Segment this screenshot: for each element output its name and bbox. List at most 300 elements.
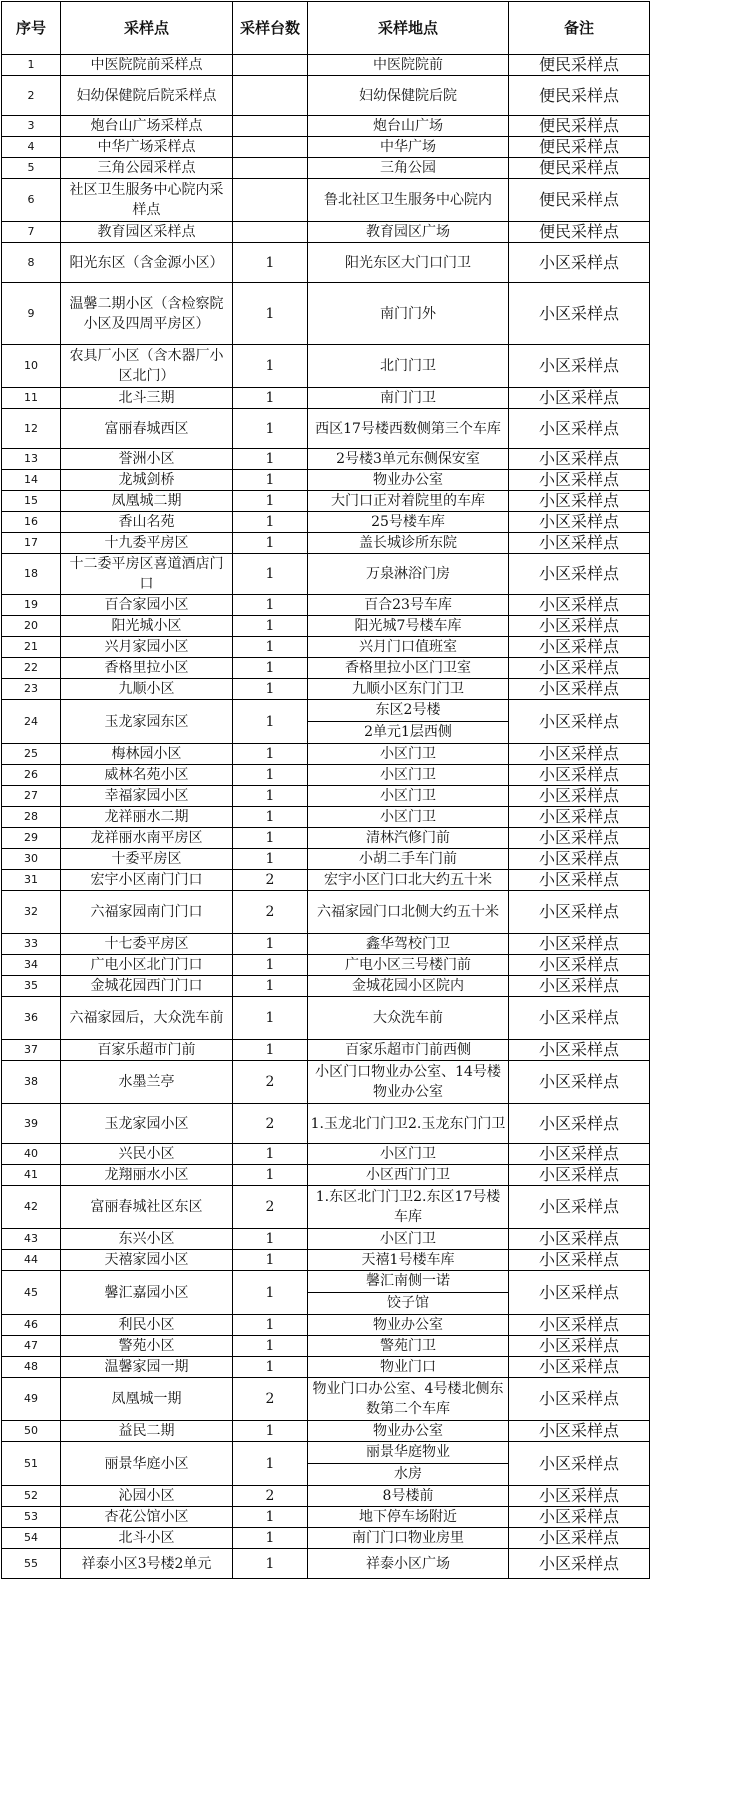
row-serial: 31 — [2, 870, 61, 891]
row-serial: 11 — [2, 388, 61, 409]
row-remark: 小区采样点 — [509, 997, 650, 1040]
row-remark: 小区采样点 — [509, 1336, 650, 1357]
row-remark: 小区采样点 — [509, 243, 650, 283]
row-sampling-count: 1 — [233, 491, 308, 512]
row-remark: 小区采样点 — [509, 934, 650, 955]
table-row — [2, 807, 650, 828]
row-sampling-count: 1 — [233, 744, 308, 765]
row-sampling-point: 富丽春城社区东区 — [61, 1186, 233, 1229]
row-sampling-point: 馨汇嘉园小区 — [61, 1271, 233, 1315]
row-sampling-count: 1 — [233, 470, 308, 491]
row-sampling-location: 南门门外 — [308, 283, 509, 345]
table-row — [2, 765, 650, 786]
table-row — [2, 554, 650, 595]
row-sampling-point: 农具厂小区（含木器厂小区北门） — [61, 345, 233, 388]
row-serial: 19 — [2, 595, 61, 616]
row-remark: 小区采样点 — [509, 470, 650, 491]
row-sampling-point: 阳光城小区 — [61, 616, 233, 637]
row-sampling-point: 威林名苑小区 — [61, 765, 233, 786]
row-serial: 48 — [2, 1357, 61, 1378]
row-sampling-location: 阳光东区大门口门卫 — [308, 243, 509, 283]
table-row — [2, 828, 650, 849]
table-row — [2, 388, 650, 409]
row-serial: 42 — [2, 1186, 61, 1229]
row-remark: 小区采样点 — [509, 1486, 650, 1507]
header-sampling-location: 采样地点 — [308, 2, 509, 55]
row-serial: 43 — [2, 1229, 61, 1250]
row-sampling-point: 祥泰小区3号楼2单元 — [61, 1549, 233, 1579]
row-sampling-location: 小区门口物业办公室、14号楼物业办公室 — [308, 1061, 509, 1104]
row-sampling-point: 香格里拉小区 — [61, 658, 233, 679]
table-row — [2, 1357, 650, 1378]
row-serial: 30 — [2, 849, 61, 870]
row-sampling-count: 1 — [233, 449, 308, 470]
row-sampling-point: 警苑小区 — [61, 1336, 233, 1357]
row-sampling-point: 社区卫生服务中心院内采样点 — [61, 179, 233, 222]
row-sampling-count: 1 — [233, 849, 308, 870]
row-sampling-point: 温馨家园一期 — [61, 1357, 233, 1378]
row-sampling-count: 2 — [233, 891, 308, 934]
row-serial: 26 — [2, 765, 61, 786]
row-sampling-count: 1 — [233, 1229, 308, 1250]
row-serial: 9 — [2, 283, 61, 345]
row-remark: 小区采样点 — [509, 1104, 650, 1144]
table-row — [2, 870, 650, 891]
table-row — [2, 637, 650, 658]
row-sampling-count: 1 — [233, 616, 308, 637]
table-row — [2, 1486, 650, 1507]
row-remark: 便民采样点 — [509, 179, 650, 222]
row-remark: 便民采样点 — [509, 55, 650, 76]
row-sampling-count: 1 — [233, 658, 308, 679]
table-row — [2, 1336, 650, 1357]
row-serial: 25 — [2, 744, 61, 765]
table-row — [2, 1549, 650, 1579]
row-sampling-count: 1 — [233, 1144, 308, 1165]
row-serial: 29 — [2, 828, 61, 849]
row-sampling-point: 广电小区北门门口 — [61, 955, 233, 976]
row-sampling-location: 教育园区广场 — [308, 222, 509, 243]
table-row — [2, 1186, 650, 1229]
row-sampling-point: 沁园小区 — [61, 1486, 233, 1507]
row-serial: 27 — [2, 786, 61, 807]
row-remark: 便民采样点 — [509, 137, 650, 158]
row-serial: 46 — [2, 1315, 61, 1336]
header-sampling-count: 采样台数 — [233, 2, 308, 55]
row-sampling-location: 小区门卫 — [308, 1144, 509, 1165]
row-remark: 小区采样点 — [509, 679, 650, 700]
row-sampling-count: 1 — [233, 388, 308, 409]
row-sampling-point: 龙翔丽水小区 — [61, 1165, 233, 1186]
table-row — [2, 55, 650, 76]
row-sampling-point: 金城花园西门门口 — [61, 976, 233, 997]
row-sampling-point: 六福家园南门门口 — [61, 891, 233, 934]
table-row — [2, 243, 650, 283]
row-sampling-location: 九顺小区东门门卫 — [308, 679, 509, 700]
row-sampling-point: 龙城剑桥 — [61, 470, 233, 491]
row-serial: 47 — [2, 1336, 61, 1357]
row-sampling-point: 妇幼保健院后院采样点 — [61, 76, 233, 116]
table-row — [2, 222, 650, 243]
row-sampling-count: 1 — [233, 1442, 308, 1486]
sampling-sites-table — [1, 1, 649, 1579]
row-serial: 6 — [2, 179, 61, 222]
row-remark: 小区采样点 — [509, 1549, 650, 1579]
row-serial: 8 — [2, 243, 61, 283]
row-sampling-location: 1.东区北门门卫2.东区17号楼车库 — [308, 1186, 509, 1229]
row-serial: 50 — [2, 1421, 61, 1442]
location-line-2: 2单元1层西侧 — [308, 721, 508, 743]
row-sampling-location: 祥泰小区广场 — [308, 1549, 509, 1579]
row-sampling-location: 8号楼前 — [308, 1486, 509, 1507]
row-sampling-location: 小区门卫 — [308, 744, 509, 765]
row-sampling-count: 2 — [233, 1061, 308, 1104]
row-sampling-count: 1 — [233, 765, 308, 786]
table-row — [2, 76, 650, 116]
row-serial: 34 — [2, 955, 61, 976]
row-sampling-point: 六福家园后，大众洗车前 — [61, 997, 233, 1040]
table-row — [2, 1040, 650, 1061]
row-sampling-count: 1 — [233, 1315, 308, 1336]
row-serial: 5 — [2, 158, 61, 179]
row-sampling-count: 1 — [233, 828, 308, 849]
row-sampling-location: 鲁北社区卫生服务中心院内 — [308, 179, 509, 222]
row-remark: 小区采样点 — [509, 533, 650, 554]
row-sampling-count: 2 — [233, 870, 308, 891]
row-remark: 小区采样点 — [509, 345, 650, 388]
row-sampling-location: 北门门卫 — [308, 345, 509, 388]
row-serial: 21 — [2, 637, 61, 658]
row-sampling-point: 玉龙家园东区 — [61, 700, 233, 744]
table-row — [2, 786, 650, 807]
table-row — [2, 849, 650, 870]
row-sampling-count: 1 — [233, 1271, 308, 1315]
row-remark: 小区采样点 — [509, 491, 650, 512]
row-sampling-point: 十委平房区 — [61, 849, 233, 870]
row-remark: 便民采样点 — [509, 158, 650, 179]
location-line-1: 馨汇南侧一诺 — [366, 1273, 450, 1289]
row-sampling-point: 兴民小区 — [61, 1144, 233, 1165]
table-row — [2, 976, 650, 997]
table-row — [2, 409, 650, 449]
row-sampling-count: 1 — [233, 1357, 308, 1378]
table-row — [2, 1315, 650, 1336]
row-sampling-count: 1 — [233, 1549, 308, 1579]
table-row — [2, 1144, 650, 1165]
row-sampling-location: 物业办公室 — [308, 1315, 509, 1336]
row-sampling-location: 阳光城7号楼车库 — [308, 616, 509, 637]
row-sampling-location: 小区门卫 — [308, 765, 509, 786]
row-sampling-count: 1 — [233, 1507, 308, 1528]
row-sampling-location — [308, 700, 509, 744]
row-serial: 52 — [2, 1486, 61, 1507]
table-row — [2, 1061, 650, 1104]
row-sampling-count: 2 — [233, 1186, 308, 1229]
row-sampling-point: 凤凰城一期 — [61, 1378, 233, 1421]
row-sampling-point: 阳光东区（含金源小区） — [61, 243, 233, 283]
row-sampling-location: 中医院院前 — [308, 55, 509, 76]
row-sampling-count: 1 — [233, 700, 308, 744]
row-serial: 45 — [2, 1271, 61, 1315]
table-row — [2, 179, 650, 222]
row-sampling-location: 三角公园 — [308, 158, 509, 179]
table-row — [2, 1507, 650, 1528]
row-sampling-location: 兴月门口值班室 — [308, 637, 509, 658]
table-row — [2, 1421, 650, 1442]
table-row — [2, 533, 650, 554]
table-row — [2, 658, 650, 679]
row-sampling-location: 广电小区三号楼门前 — [308, 955, 509, 976]
row-remark: 小区采样点 — [509, 1357, 650, 1378]
table-row — [2, 679, 650, 700]
row-serial: 41 — [2, 1165, 61, 1186]
row-sampling-point: 玉龙家园小区 — [61, 1104, 233, 1144]
row-sampling-count: 1 — [233, 1336, 308, 1357]
row-remark: 小区采样点 — [509, 1378, 650, 1421]
row-serial: 55 — [2, 1549, 61, 1579]
row-sampling-location: 大门口正对着院里的车库 — [308, 491, 509, 512]
row-sampling-count: 1 — [233, 533, 308, 554]
row-sampling-location: 小区门卫 — [308, 786, 509, 807]
row-serial: 10 — [2, 345, 61, 388]
row-remark: 小区采样点 — [509, 1250, 650, 1271]
row-sampling-location: 地下停车场附近 — [308, 1507, 509, 1528]
row-sampling-point: 凤凰城二期 — [61, 491, 233, 512]
row-sampling-count: 1 — [233, 679, 308, 700]
table-row — [2, 934, 650, 955]
table-row — [2, 1250, 650, 1271]
row-sampling-count: 1 — [233, 1528, 308, 1549]
table-row — [2, 491, 650, 512]
row-sampling-location: 妇幼保健院后院 — [308, 76, 509, 116]
row-sampling-count — [233, 222, 308, 243]
row-sampling-count: 1 — [233, 1040, 308, 1061]
row-sampling-count: 1 — [233, 243, 308, 283]
row-remark: 小区采样点 — [509, 891, 650, 934]
location-line-1: 丽景华庭物业 — [366, 1444, 450, 1460]
header-remark: 备注 — [509, 2, 650, 55]
row-serial: 33 — [2, 934, 61, 955]
row-sampling-location: 金城花园小区院内 — [308, 976, 509, 997]
row-remark: 小区采样点 — [509, 1442, 650, 1486]
row-serial: 20 — [2, 616, 61, 637]
table-row — [2, 470, 650, 491]
row-sampling-count: 2 — [233, 1104, 308, 1144]
row-sampling-count: 1 — [233, 807, 308, 828]
row-sampling-count: 1 — [233, 955, 308, 976]
row-sampling-location: 炮台山广场 — [308, 116, 509, 137]
row-sampling-point: 水墨兰亭 — [61, 1061, 233, 1104]
row-sampling-point: 百家乐超市门前 — [61, 1040, 233, 1061]
row-sampling-count: 1 — [233, 595, 308, 616]
row-remark: 小区采样点 — [509, 1165, 650, 1186]
row-sampling-location: 25号楼车库 — [308, 512, 509, 533]
row-sampling-point: 宏宇小区南门门口 — [61, 870, 233, 891]
row-remark: 小区采样点 — [509, 1315, 650, 1336]
row-sampling-point: 东兴小区 — [61, 1229, 233, 1250]
row-sampling-count: 2 — [233, 1486, 308, 1507]
row-serial: 37 — [2, 1040, 61, 1061]
row-sampling-location — [308, 1442, 509, 1486]
row-sampling-location: 物业办公室 — [308, 1421, 509, 1442]
row-sampling-point: 北斗小区 — [61, 1528, 233, 1549]
row-sampling-count — [233, 116, 308, 137]
row-sampling-location: 物业门口办公室、4号楼北侧东数第二个车库 — [308, 1378, 509, 1421]
row-serial: 44 — [2, 1250, 61, 1271]
header-sampling-point: 采样点 — [61, 2, 233, 55]
row-sampling-point: 富丽春城西区 — [61, 409, 233, 449]
row-sampling-point: 百合家园小区 — [61, 595, 233, 616]
row-sampling-point: 中医院院前采样点 — [61, 55, 233, 76]
table-row — [2, 449, 650, 470]
row-serial: 40 — [2, 1144, 61, 1165]
row-remark: 小区采样点 — [509, 449, 650, 470]
row-sampling-point: 炮台山广场采样点 — [61, 116, 233, 137]
row-sampling-location: 鑫华驾校门卫 — [308, 934, 509, 955]
table-row — [2, 891, 650, 934]
row-sampling-count: 1 — [233, 1421, 308, 1442]
row-sampling-point: 龙祥丽水南平房区 — [61, 828, 233, 849]
row-serial: 38 — [2, 1061, 61, 1104]
row-sampling-location: 宏宇小区门口北大约五十米 — [308, 870, 509, 891]
row-remark: 小区采样点 — [509, 554, 650, 595]
table-row — [2, 1104, 650, 1144]
row-sampling-location: 小胡二手车门前 — [308, 849, 509, 870]
row-sampling-count: 2 — [233, 1378, 308, 1421]
row-sampling-point: 龙祥丽水二期 — [61, 807, 233, 828]
row-sampling-point: 三角公园采样点 — [61, 158, 233, 179]
table-row — [2, 283, 650, 345]
row-sampling-location: 百家乐超市门前西侧 — [308, 1040, 509, 1061]
location-line-2: 饺子馆 — [308, 1292, 508, 1314]
table-row — [2, 744, 650, 765]
row-sampling-location: 盖长城诊所东院 — [308, 533, 509, 554]
row-sampling-point: 幸福家园小区 — [61, 786, 233, 807]
row-sampling-count: 1 — [233, 1250, 308, 1271]
row-sampling-location: 香格里拉小区门卫室 — [308, 658, 509, 679]
row-sampling-point: 兴月家园小区 — [61, 637, 233, 658]
row-sampling-point: 十二委平房区喜道酒店门口 — [61, 554, 233, 595]
row-serial: 49 — [2, 1378, 61, 1421]
row-remark: 便民采样点 — [509, 76, 650, 116]
table-row — [2, 1442, 650, 1486]
row-remark: 便民采样点 — [509, 222, 650, 243]
row-remark: 小区采样点 — [509, 1040, 650, 1061]
row-sampling-location: 小区门卫 — [308, 1229, 509, 1250]
row-serial: 16 — [2, 512, 61, 533]
row-sampling-location: 六福家园门口北侧大约五十米 — [308, 891, 509, 934]
row-sampling-count: 1 — [233, 345, 308, 388]
row-sampling-point: 香山名苑 — [61, 512, 233, 533]
row-sampling-count — [233, 179, 308, 222]
table-row — [2, 1271, 650, 1315]
table-row — [2, 997, 650, 1040]
row-remark: 小区采样点 — [509, 658, 650, 679]
row-sampling-point: 杏花公馆小区 — [61, 1507, 233, 1528]
row-sampling-point: 十七委平房区 — [61, 934, 233, 955]
row-remark: 小区采样点 — [509, 744, 650, 765]
row-sampling-count — [233, 55, 308, 76]
row-remark: 小区采样点 — [509, 1528, 650, 1549]
row-sampling-location: 物业门口 — [308, 1357, 509, 1378]
row-remark: 小区采样点 — [509, 849, 650, 870]
row-remark: 小区采样点 — [509, 283, 650, 345]
row-serial: 2 — [2, 76, 61, 116]
row-serial: 53 — [2, 1507, 61, 1528]
row-sampling-count: 1 — [233, 976, 308, 997]
row-sampling-location: 小区西门门卫 — [308, 1165, 509, 1186]
row-sampling-point: 梅林园小区 — [61, 744, 233, 765]
row-sampling-count: 1 — [233, 786, 308, 807]
row-sampling-point: 北斗三期 — [61, 388, 233, 409]
row-sampling-point: 九顺小区 — [61, 679, 233, 700]
table-row — [2, 1378, 650, 1421]
row-serial: 18 — [2, 554, 61, 595]
row-sampling-location: 2号楼3单元东侧保安室 — [308, 449, 509, 470]
table-row — [2, 345, 650, 388]
table-row — [2, 137, 650, 158]
row-remark: 小区采样点 — [509, 1061, 650, 1104]
table-row — [2, 1229, 650, 1250]
row-serial: 32 — [2, 891, 61, 934]
row-sampling-count: 1 — [233, 554, 308, 595]
table-row — [2, 955, 650, 976]
row-serial: 39 — [2, 1104, 61, 1144]
table-row — [2, 1165, 650, 1186]
location-line-1: 东区2号楼 — [375, 702, 441, 718]
row-sampling-point: 天禧家园小区 — [61, 1250, 233, 1271]
row-sampling-count: 1 — [233, 283, 308, 345]
row-remark: 小区采样点 — [509, 976, 650, 997]
row-sampling-point: 温馨二期小区（含检察院小区及四周平房区） — [61, 283, 233, 345]
row-sampling-count — [233, 76, 308, 116]
row-serial: 1 — [2, 55, 61, 76]
row-sampling-location: 南门门卫 — [308, 388, 509, 409]
row-remark: 小区采样点 — [509, 1144, 650, 1165]
location-line-2: 水房 — [308, 1463, 508, 1485]
row-serial: 7 — [2, 222, 61, 243]
row-serial: 4 — [2, 137, 61, 158]
table-row — [2, 700, 650, 744]
table-row — [2, 116, 650, 137]
row-remark: 小区采样点 — [509, 955, 650, 976]
row-sampling-count: 1 — [233, 934, 308, 955]
row-sampling-point: 中华广场采样点 — [61, 137, 233, 158]
row-remark: 小区采样点 — [509, 1229, 650, 1250]
table-row — [2, 1528, 650, 1549]
row-sampling-count: 1 — [233, 637, 308, 658]
row-serial: 14 — [2, 470, 61, 491]
row-sampling-point: 教育园区采样点 — [61, 222, 233, 243]
row-sampling-location: 万泉淋浴门房 — [308, 554, 509, 595]
row-remark: 小区采样点 — [509, 870, 650, 891]
table-row — [2, 595, 650, 616]
row-sampling-location: 1.玉龙北门门卫2.玉龙东门门卫 — [308, 1104, 509, 1144]
row-remark: 小区采样点 — [509, 595, 650, 616]
row-remark: 小区采样点 — [509, 637, 650, 658]
row-sampling-count: 1 — [233, 512, 308, 533]
row-serial: 3 — [2, 116, 61, 137]
row-remark: 小区采样点 — [509, 409, 650, 449]
row-remark: 小区采样点 — [509, 765, 650, 786]
row-sampling-location: 百合23号车库 — [308, 595, 509, 616]
table-header-row — [2, 2, 650, 55]
row-sampling-point: 利民小区 — [61, 1315, 233, 1336]
row-serial: 17 — [2, 533, 61, 554]
row-sampling-count: 1 — [233, 997, 308, 1040]
row-serial: 13 — [2, 449, 61, 470]
row-sampling-location: 小区门卫 — [308, 807, 509, 828]
